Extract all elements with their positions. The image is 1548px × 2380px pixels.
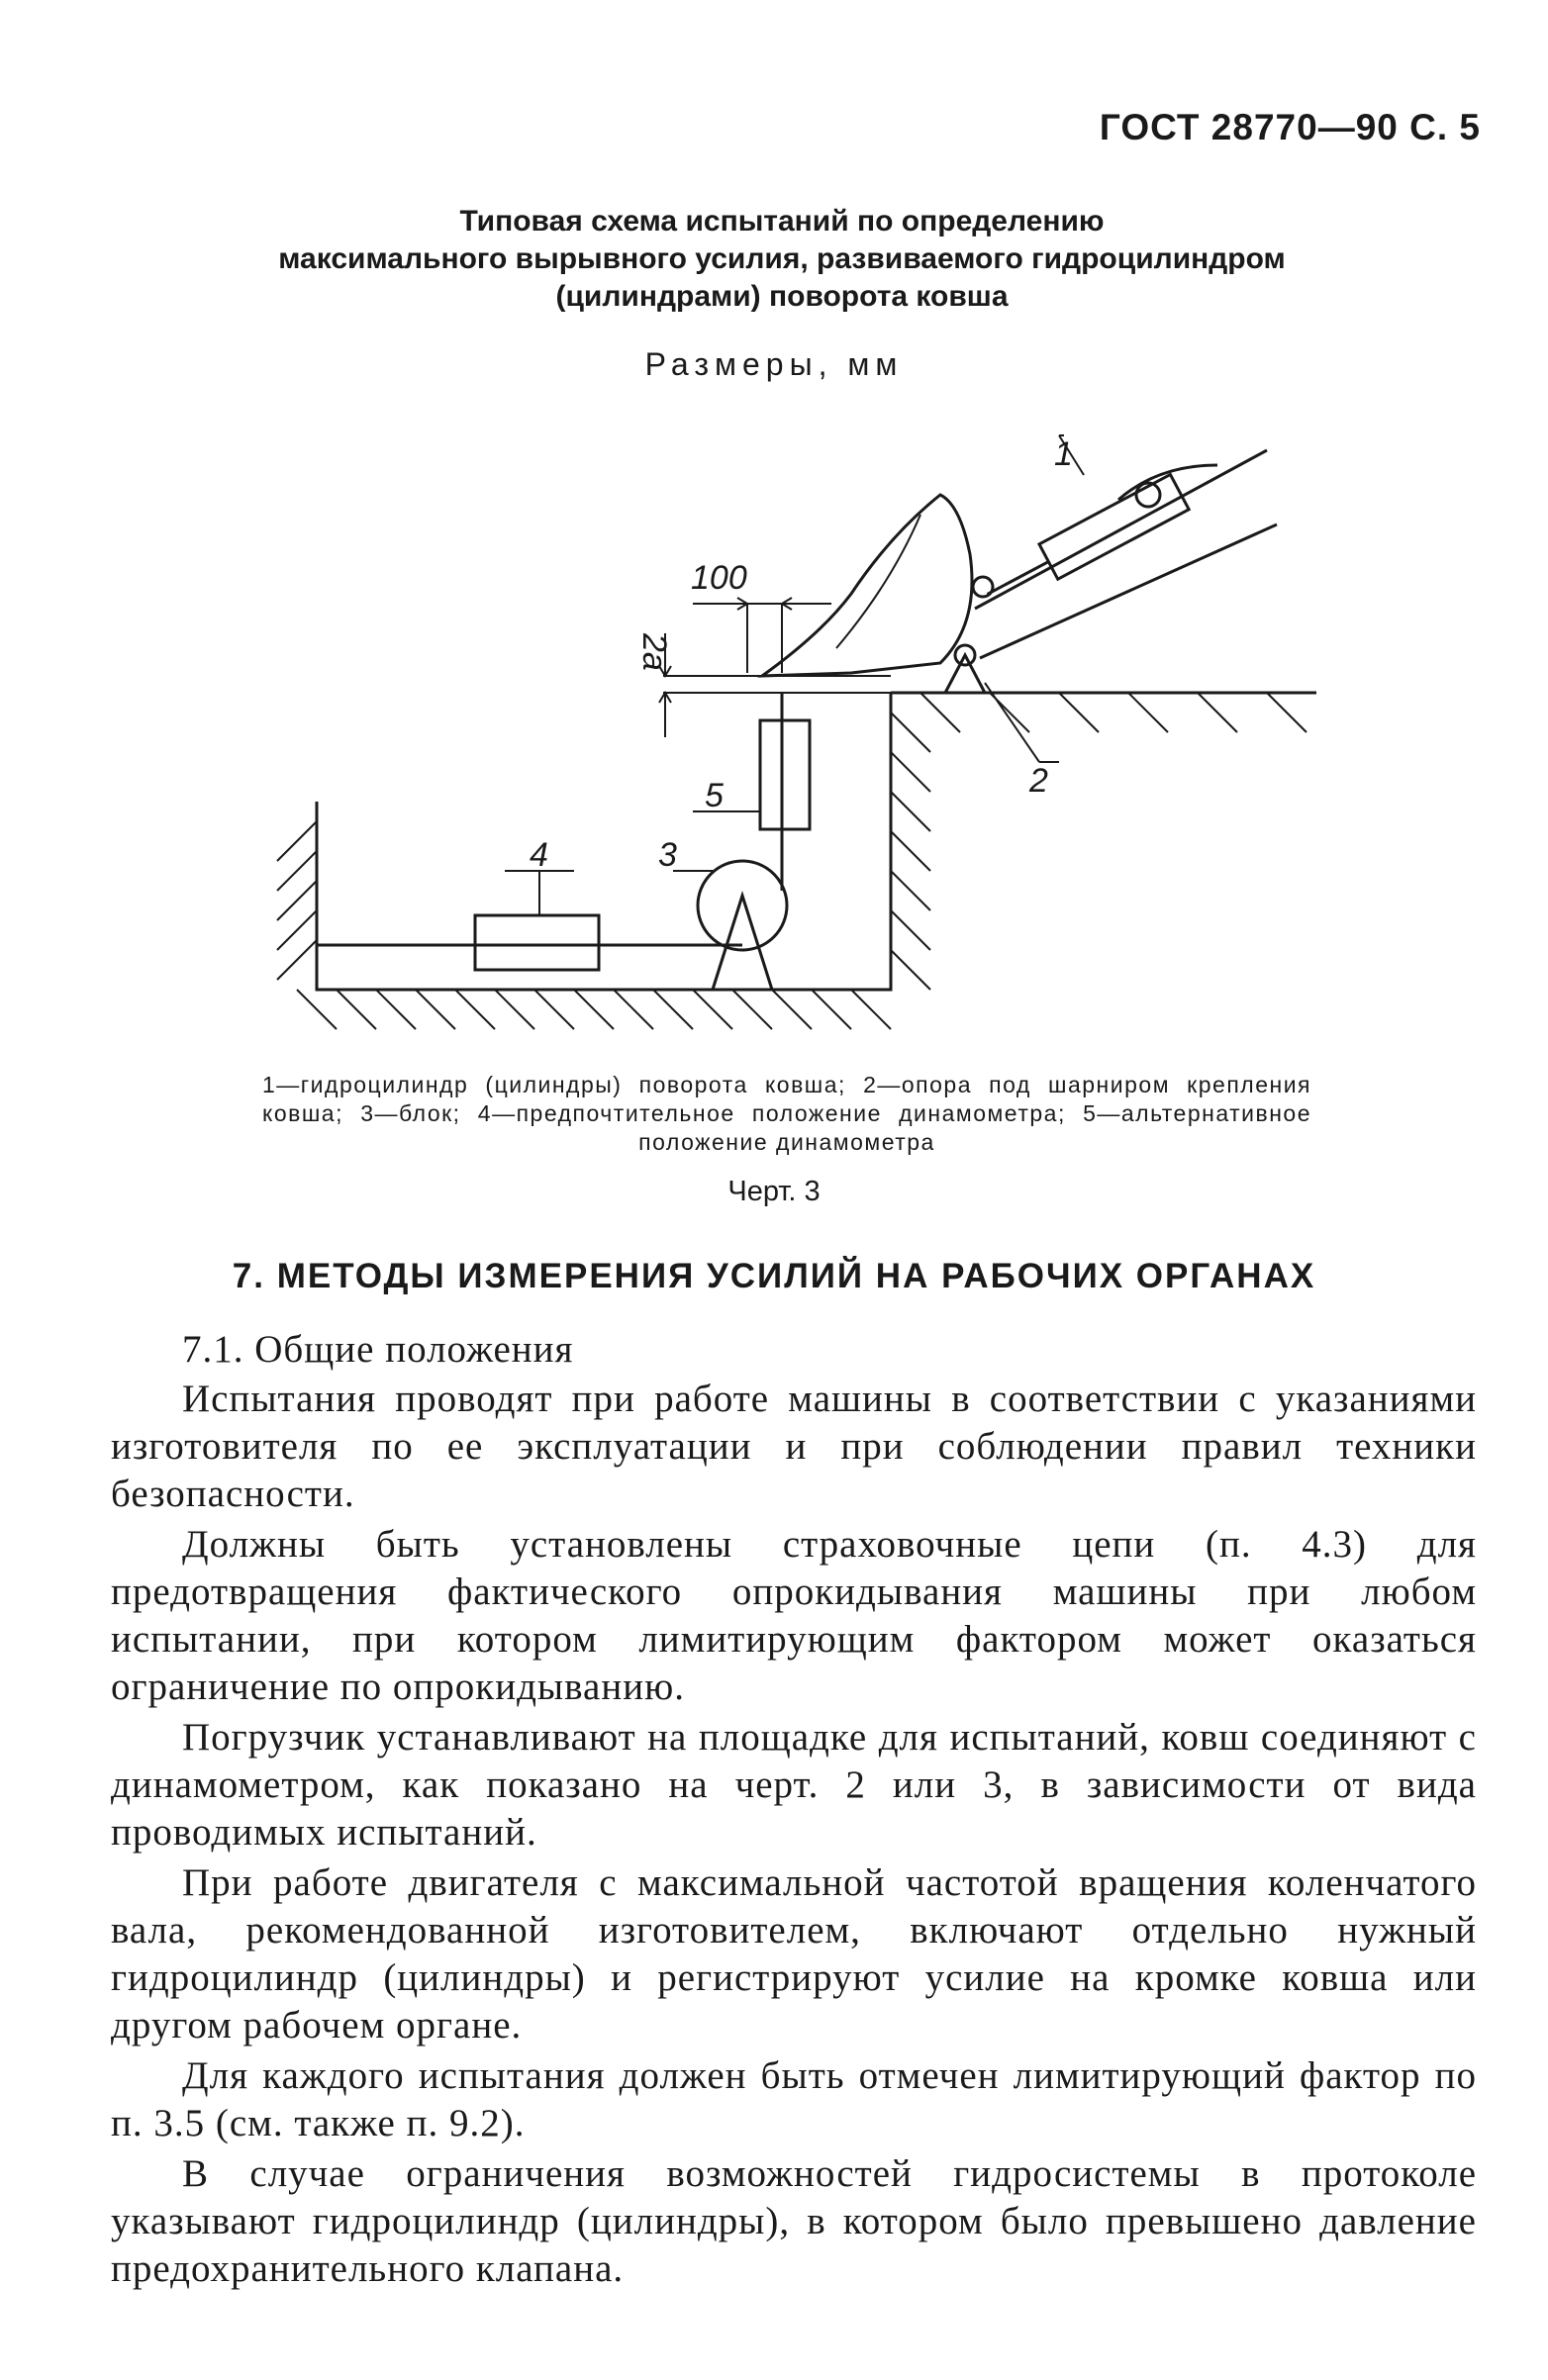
callout-2: 2 [1029,762,1048,800]
dimension-2a: 2a [635,633,673,671]
callout-1: 1 [1054,435,1073,473]
figure-title-line-2: максимального вырывного усилия, развиваемого гидроцилиндром [278,242,1286,275]
page-header-standard-ref: ГОСТ 28770—90 С. 5 [1099,107,1481,147]
subsection-heading: 7.1. Общие положения [182,1328,574,1371]
pulley-block [698,861,787,950]
callout-5: 5 [705,777,724,814]
paragraph-1: Испытания проводят при работе машины в соответствии с указаниями изготовителя по ее эксплуатации и при соблюдении правил техники безопасности. [111,1378,1477,1515]
bucket-body [762,495,972,676]
hatching-left-wall [277,821,317,980]
section-body [111,1326,1477,2296]
paragraph-5: Для каждого испытания должен быть отмечен лимитирующий фактор по п. 3.5 (см. также п. 9.2). [111,2054,1477,2144]
hatching-ground [920,693,1306,732]
figure-title-line-3: (цилиндрами) поворота ковша [555,280,1009,313]
hatching-floor [297,990,891,1029]
pulley-support [713,896,772,990]
paragraph-2: Должны быть установлены страховочные цепи (п. 4.3) для предотвращения фактического опрокидывания машины при любом испытании, при котором лимитирующим фактором может оказаться ограничение по опрокидыванию. [111,1523,1477,1708]
figure-caption: Черт. 3 [727,1176,821,1207]
paragraph-3: Погрузчик устанавливают на площадке для испытаний, ковш соединяют с динамометром, как показано на черт. 2 или 3, в зависимости от вида проводимых испытаний. [111,1716,1477,1854]
dimensions-note: Размеры, мм [644,346,904,382]
boom-lower [980,524,1277,658]
callout-3: 3 [658,836,677,874]
paragraph-4: При работе двигателя с максимальной частотой вращения коленчатого вала, рекомендованной изготовителем, включают отдельно нужный гидроцилиндр (цилиндры) и регистрируют усилие на кромке ковша или другом рабочем органе. [111,1861,1477,2047]
section-title: 7. МЕТОДЫ ИЗМЕРЕНИЯ УСИЛИЙ НА РАБОЧИХ ОРГАНАХ [232,1257,1316,1295]
hatching-right-wall [891,713,930,990]
dynamometer-alternative [760,720,810,829]
boom-upper [975,450,1267,609]
dynamometer-preferred [475,915,599,970]
paragraph-6: В случае ограничения возможностей гидросистемы в протоколе указывают гидроцилиндр (цилиндры), в котором было превышено давление предохранительного клапана. [111,2152,1477,2290]
figure-legend: 1—гидроцилиндр (цилиндры) поворота ковша; 2—опора под шарниром крепления ковша; 3—блок; 4—предпочтительное положение динамометра; 5—альтернативное положение динамометра [262,1072,1311,1155]
callout-4: 4 [530,836,548,874]
hinge-support [945,655,985,693]
figure-title-line-1: Типовая схема испытаний по определению [459,205,1105,238]
dimension-100: 100 [691,559,747,597]
